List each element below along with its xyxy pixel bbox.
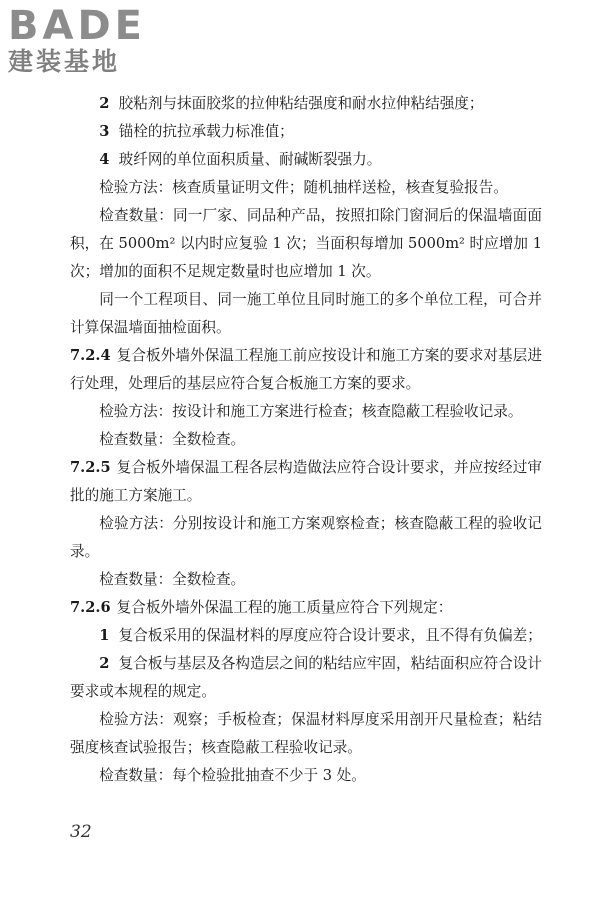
item-text: 锚栓的抗拉承载力标准值； [118,123,294,140]
clause-7-2-4 [70,342,542,398]
item-text: 复合板采用的保温材料的厚度应符合设计要求，且不得有负偏差； [118,627,542,644]
clause-text: 复合板外墙保温工程各层构造做法应符合设计要求，并应按经过审批的施工方案施工。 [70,459,542,504]
logo-subtitle: 建装基地 [8,47,121,76]
item-number: 4 [99,151,110,168]
item-number: 1 [99,627,110,644]
clause-text: 复合板外墙外保温工程施工前应按设计和施工方案的要求对基层进行处理，处理后的基层应符合复合板施工方案的要求。 [70,347,542,392]
inspection-method: 检验方法：分别按设计和施工方案观察检查；核查隐蔽工程的验收记录。 [70,515,542,560]
list-item-2b [70,650,542,706]
clause-7-2-5 [70,454,542,510]
list-item-2 [70,90,542,118]
item-number: 2 [99,95,110,112]
inspection-method: 检验方法：观察；手板检查；保温材料厚度采用剖开尺量检查；粘结强度核查试验报告；核查隐蔽工程验收记录。 [70,711,542,756]
item-text: 胶粘剂与抹面胶浆的拉伸粘结强度和耐水拉伸粘结强度； [118,95,484,112]
clause-number: 7.2.5 [70,459,111,476]
clause-text: 复合板外墙外保温工程的施工质量应符合下列规定： [116,599,453,616]
inspection-method: 检验方法：按设计和施工方案进行检查；核查隐蔽工程验收记录。 [99,403,523,420]
clause-7-2-6 [70,594,542,622]
item-text: 玻纤网的单位面积质量、耐碱断裂强力。 [118,151,382,168]
inspection-quantity: 检查数量：同一厂家、同品种产品，按照扣除门窗洞后的保温墙面面积，在 5000m² 以内时应复验 1 次；当面积每增加 5000m² 时应增加 1 次；增加的面积不足规定数量时也应增加 1 次。 [70,207,542,280]
document-body [70,90,542,790]
inspection-quantity: 检查数量：全数检查。 [99,431,246,448]
page-number: 32 [70,822,92,842]
clause-number: 7.2.6 [70,599,111,616]
list-item-1 [70,622,542,650]
brand-logo [8,4,178,77]
inspection-quantity: 检查数量：全数检查。 [99,571,246,588]
item-text: 复合板与基层及各构造层之间的粘结应牢固，粘结面积应符合设计要求或本规程的规定。 [70,655,542,700]
inspection-method: 检验方法：核查质量证明文件；随机抽样送检，核查复验报告。 [99,179,508,196]
note-paragraph: 同一个工程项目、同一施工单位且同时施工的多个单位工程，可合并计算保温墙面抽检面积。 [70,291,542,336]
list-item-3 [70,118,542,146]
item-number: 3 [99,123,110,140]
item-number: 2 [99,655,110,672]
list-item-4 [70,146,542,174]
clause-number: 7.2.4 [70,347,111,364]
logo-mark: BADE [8,3,146,49]
inspection-quantity: 检查数量：每个检验批抽查不少于 3 处。 [99,767,366,784]
